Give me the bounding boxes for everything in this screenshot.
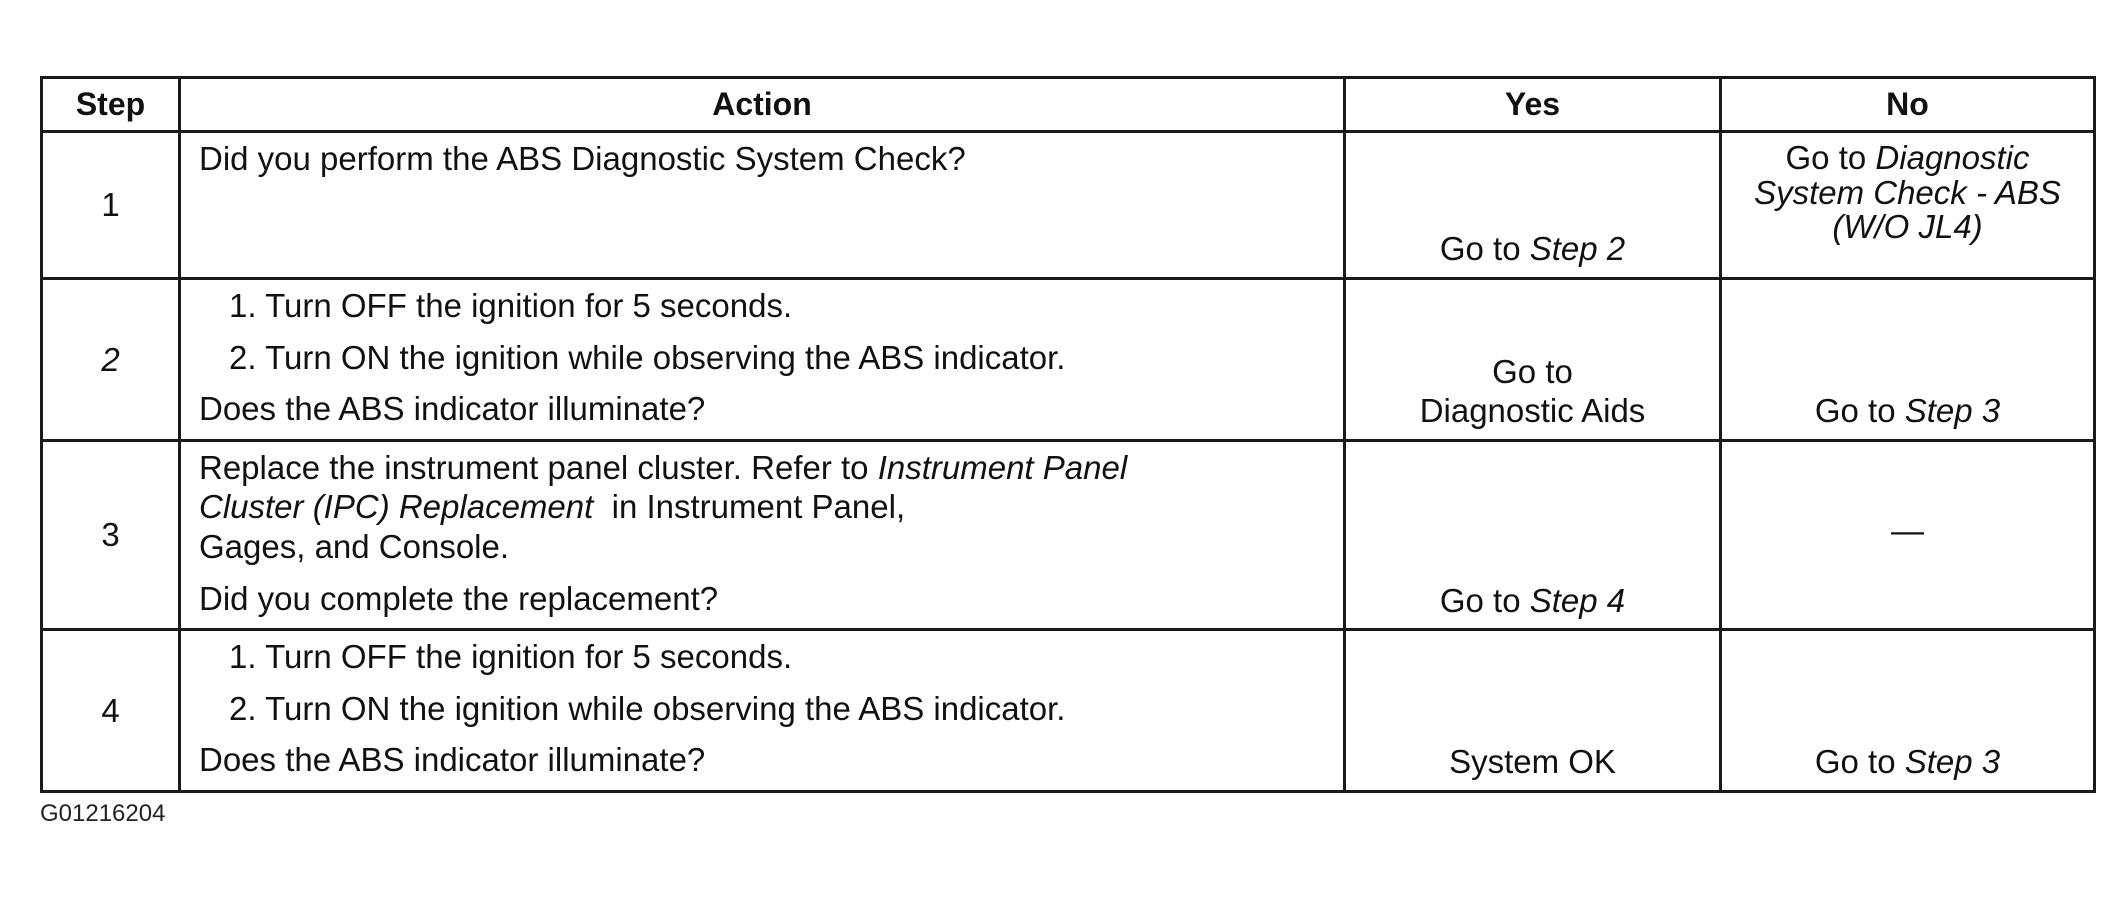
action-text: [199, 448, 1325, 488]
header-yes: Yes: [1345, 78, 1721, 132]
action-list-item: 1. Turn OFF the ignition for 5 seconds.: [229, 287, 793, 324]
yes-cell: [1345, 440, 1721, 629]
action-ref-link[interactable]: Instrument Panel: [877, 448, 1128, 486]
yes-step-link[interactable]: Step 2: [1529, 230, 1626, 268]
action-text: Gages, and Console.: [199, 527, 510, 565]
action-cell: [180, 279, 1345, 441]
action-list-item: 2. Turn ON the ignition while observing the ABS indicator.: [229, 689, 1066, 727]
action-list-item: 2. Turn ON the ignition while observing the ABS indicator.: [229, 338, 1066, 376]
yes-text: Go to: [1492, 352, 1573, 390]
no-cell: [1721, 630, 2095, 792]
no-ref-link[interactable]: Diagnostic: [1875, 139, 2030, 176]
action-question: Did you complete the replacement?: [199, 579, 719, 617]
table-row: [42, 440, 2095, 629]
no-cell: [1721, 440, 2095, 629]
header-row: [42, 78, 2095, 132]
yes-prefix: Go to: [1439, 581, 1530, 619]
table-row: [42, 132, 2095, 279]
action-ref-link[interactable]: Cluster (IPC) Replacement: [199, 488, 594, 526]
no-ref-link[interactable]: System Check - ABS: [1754, 173, 2061, 211]
yes-prefix: Go to: [1439, 230, 1530, 268]
step-number: 1: [42, 132, 180, 279]
no-step-link[interactable]: Step 3: [1904, 392, 2001, 430]
no-prefix: Go to: [1785, 139, 1876, 176]
step-number: 4: [42, 630, 180, 792]
no-prefix: Go to: [1814, 743, 1905, 781]
step-number: 2: [42, 279, 180, 441]
no-ref-link[interactable]: (W/O JL4): [1832, 208, 1983, 246]
figure-id: G01216204: [40, 800, 166, 827]
no-cell: [1721, 279, 2095, 441]
table-row: [42, 279, 2095, 441]
no-step-link[interactable]: Step 3: [1904, 743, 2001, 781]
action-question: Does the ABS indicator illuminate?: [199, 390, 706, 428]
diagnostic-table: [40, 76, 2096, 793]
action-question: Does the ABS indicator illuminate?: [199, 741, 706, 779]
action-list-item: 1. Turn OFF the ignition for 5 seconds.: [229, 638, 793, 676]
action-text-prefix: Replace the instrument panel cluster. Refer to: [199, 448, 878, 486]
header-action: Action: [180, 78, 1345, 132]
no-cell: [1721, 132, 2095, 279]
action-cell: [180, 132, 1345, 279]
action-text: Did you perform the ABS Diagnostic System Check?: [199, 140, 966, 177]
yes-cell: [1345, 630, 1721, 792]
action-cell: [180, 630, 1345, 792]
action-text-suffix: in Instrument Panel,: [593, 488, 906, 526]
table-row: [42, 630, 2095, 792]
step-number: 3: [42, 440, 180, 629]
yes-cell: [1345, 132, 1721, 279]
yes-link[interactable]: Diagnostic Aids: [1419, 392, 1646, 430]
header-no: No: [1721, 78, 2095, 132]
yes-cell: [1345, 279, 1721, 441]
header-step: Step: [42, 78, 180, 132]
yes-text: System OK: [1449, 743, 1616, 781]
yes-step-link[interactable]: Step 4: [1529, 581, 1626, 619]
no-prefix: Go to: [1814, 392, 1905, 430]
action-text: [199, 487, 1325, 527]
no-dash: —: [1891, 512, 1924, 550]
action-cell: [180, 440, 1345, 629]
